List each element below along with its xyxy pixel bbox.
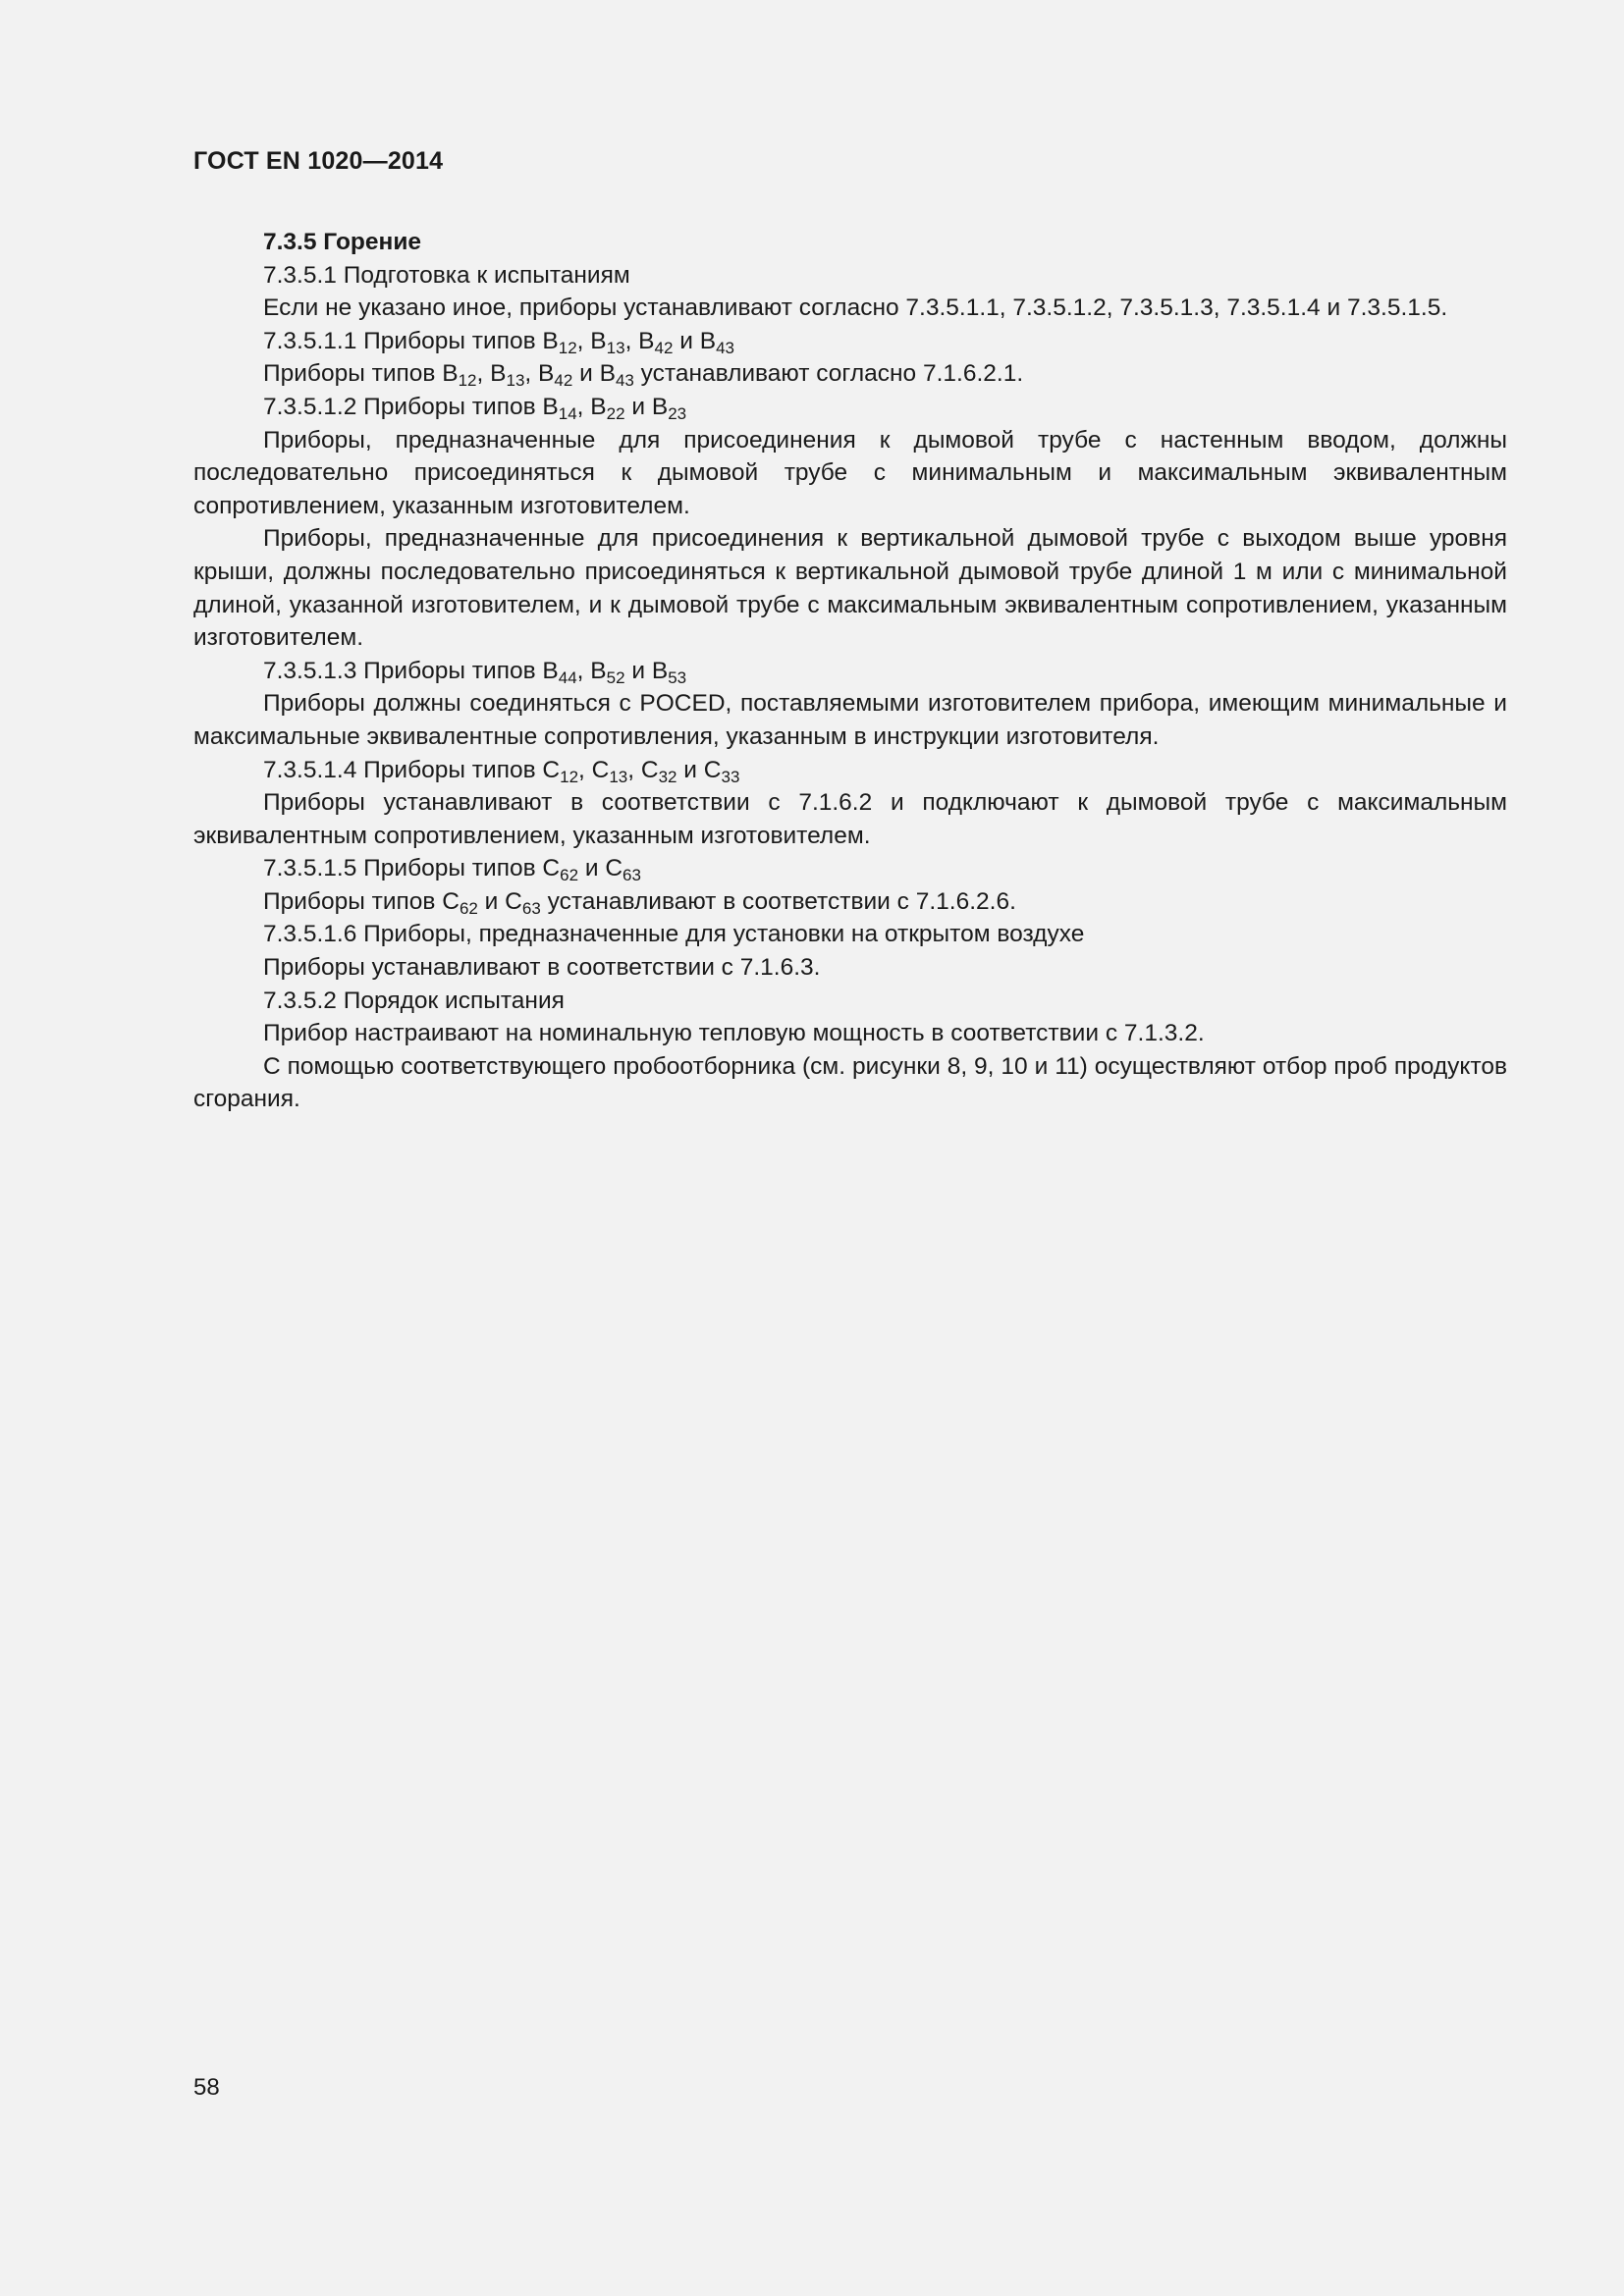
paragraph: Прибор настраивают на номинальную тепловую мощность в соответствии с 7.1.3.2. [263,1020,1205,1047]
subsection-heading: 7.3.5.2 Порядок испытания [263,987,565,1014]
subsection-heading: 7.3.5.1 Подготовка к испытаниям [263,261,630,289]
subsection-heading: 7.3.5.1.4 Приборы типов $С_{12}$, $С_{13}$, $С_{32}$ и $С_{33}$ [263,756,740,786]
paragraph: Если не указано иное, приборы устанавливают согласно 7.3.5.1.1, 7.3.5.1.2, 7.3.5.1.3, 7.3.5.1.4 и 7.3.5.1.5. [263,294,1448,322]
subsection-heading: 7.3.5.1.1 Приборы типов $В_{12}$, $В_{13}$, $В_{42}$ и $В_{43}$ [263,327,735,357]
document-body [193,226,1507,1116]
paragraph: Приборы, предназначенные для присоединения к вертикальной дымовой трубе с выходом выше уровня крыши, должны последовательно присоединяться к вертикальной дымовой трубе длиной 1 м или с минимальной длиной, указанной изготовителем, и к дымовой трубе с максимальным эквивалентным сопротивлением, указанным изготовителем. [193,525,1507,652]
document-header-title: ГОСТ EN 1020—2014 [193,147,444,175]
paragraph: Приборы устанавливают в соответствии с 7.1.6.3. [263,954,821,982]
paragraph: Приборы должны соединяться с POCED, поставляемыми изготовителем прибора, имеющим минимальные и максимальные эквивалентные сопротивления, указанным в инструкции изготовителя. [193,690,1507,750]
section-heading: 7.3.5 Горение [263,229,422,255]
paragraph: С помощью соответствующего пробоотборника (см. рисунки 8, 9, 10 и 11) осуществляют отбор проб продуктов сгорания. [193,1052,1507,1113]
paragraph: Приборы, предназначенные для присоединения к дымовой трубе с настенным вводом, должны последовательно присоединяться к дымовой трубе с минимальным и максимальным эквивалентным сопротивлением, указанным изготовителем. [193,426,1507,519]
paragraph: Приборы устанавливают в соответствии с 7.1.6.2 и подключают к дымовой трубе с максимальным эквивалентным сопротивлением, указанным изготовителем. [193,789,1507,849]
page-number: 58 [193,2074,220,2101]
subsection-heading: 7.3.5.1.6 Приборы, предназначенные для установки на открытом воздухе [263,921,1085,948]
subsection-heading: 7.3.5.1.2 Приборы типов $В_{14}$, $В_{22}$ и $В_{23}$ [263,393,687,423]
subsection-heading: 7.3.5.1.5 Приборы типов $С_{62}$ и $С_{63}$ [263,855,641,885]
subsection-heading: 7.3.5.1.3 Приборы типов $В_{44}$, $В_{52}$ и $В_{53}$ [263,657,687,687]
paragraph: Приборы типов $С_{62}$ и $С_{63}$ устанавливают в соответствии с 7.1.6.2.6. [263,887,1016,918]
paragraph: Приборы типов $В_{12}$, $В_{13}$, $В_{42}$ и $В_{43}$ устанавливают согласно 7.1.6.2.1. [263,360,1024,391]
